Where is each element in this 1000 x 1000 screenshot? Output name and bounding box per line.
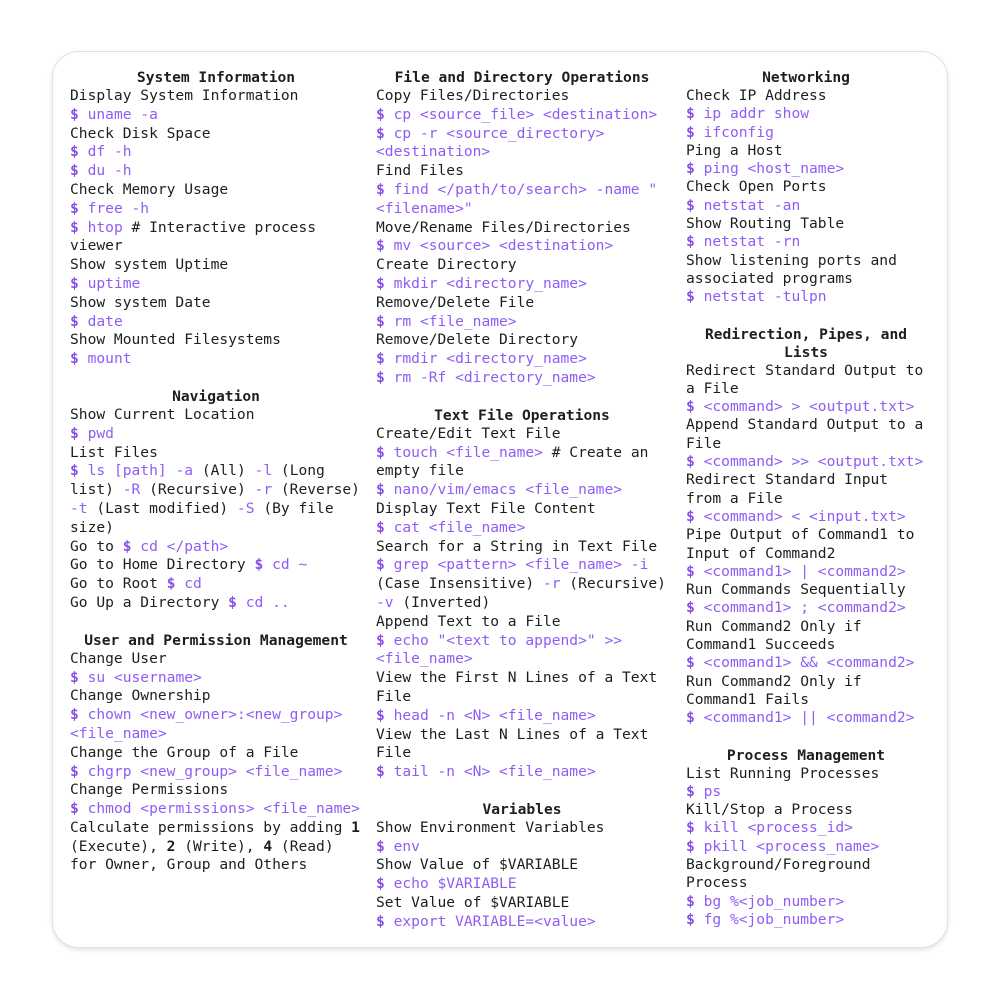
description-line [686, 801, 926, 819]
description-text: List Running Processes [686, 764, 880, 782]
prompt-symbol: $ [686, 654, 695, 672]
description-text: Run Command2 Only if Command1 Fails [686, 672, 862, 708]
command-line [686, 783, 926, 801]
section-variables [376, 801, 668, 932]
command-text: cd .. [236, 593, 290, 611]
prompt-symbol: $ [686, 398, 695, 416]
section-navigation [70, 388, 362, 613]
prompt-symbol: $ [376, 180, 385, 198]
command-text: <command> > <output.txt> [694, 398, 915, 416]
command-text: -t [70, 499, 88, 517]
command-text: mount [78, 350, 132, 368]
command-text: cp -r <source_directory> <destination> [376, 124, 605, 161]
command-text: find </path/to/search> -name "<filename>" [376, 180, 658, 217]
command-text: bg %<job_number> [694, 892, 845, 910]
prompt-symbol: $ [686, 892, 695, 910]
description-text: Show system Date [70, 293, 211, 311]
description-text: List Files [70, 443, 158, 461]
prompt-symbol: $ [686, 288, 695, 306]
command-line [70, 143, 362, 162]
description-text: Show system Uptime [70, 256, 229, 274]
command-line [686, 599, 926, 617]
command-text: mkdir <directory_name> [384, 274, 587, 292]
description-text: Redirect Standard Output to a File [686, 361, 924, 397]
description-line [376, 894, 668, 913]
description-line [686, 416, 926, 453]
command-text: kill <process_id> [694, 819, 853, 837]
command-line [376, 481, 668, 500]
command-text: <command1> ; <command2> [694, 599, 906, 617]
prompt-symbol: $ [376, 837, 385, 855]
command-line [686, 453, 926, 471]
prompt-symbol: $ [686, 709, 695, 727]
command-line [376, 763, 668, 782]
description-line [686, 142, 926, 160]
command-text: df -h [78, 143, 132, 161]
bold-number: 2 [166, 837, 176, 855]
description-text: (Recursive) [560, 575, 666, 593]
description-line [686, 87, 926, 105]
description-text: Calculate permissions by adding [70, 818, 352, 836]
description-text: Show Environment Variables [376, 818, 605, 836]
command-line [70, 219, 362, 257]
command-text: -R [122, 481, 141, 499]
prompt-symbol: $ [686, 599, 695, 617]
command-line [686, 819, 926, 837]
command-text: env [384, 837, 420, 855]
description-text: Check Open Ports [686, 178, 827, 196]
prompt-symbol: $ [70, 462, 79, 480]
command-line [686, 124, 926, 142]
command-line [376, 519, 668, 538]
description-line [686, 856, 926, 893]
description-line [376, 538, 668, 557]
command-line [376, 444, 668, 482]
description-text: Go Up a Directory [70, 593, 229, 611]
description-text: (Read) for Owner, Group and Others [70, 837, 334, 874]
description-line [686, 618, 926, 655]
section-title: Text File Operations [434, 406, 610, 424]
section-text-file-operations [376, 407, 668, 782]
command-line [70, 106, 362, 125]
description-text: Create Directory [376, 256, 517, 274]
description-text: Change User [70, 649, 167, 667]
prompt-symbol: $ [686, 233, 695, 251]
description-text: Copy Files/Directories [376, 87, 570, 104]
description-line [686, 471, 926, 508]
description-text: Move/Rename Files/Directories [376, 218, 631, 236]
command-line [376, 875, 668, 894]
command-text: <command> < <input.txt> [694, 507, 906, 525]
description-text: Redirect Standard Input from a File [686, 471, 889, 507]
command-line [376, 913, 668, 932]
column-2 [376, 69, 668, 947]
command-line [70, 275, 362, 294]
prompt-symbol: $ [254, 556, 264, 574]
command-text: du -h [78, 162, 132, 180]
command-line [376, 313, 668, 332]
prompt-symbol: $ [376, 368, 385, 386]
column-3 [686, 69, 926, 947]
description-text: Background/Foreground Process [686, 855, 871, 892]
prompt-symbol: $ [376, 706, 385, 724]
prompt-symbol: $ [686, 782, 695, 800]
description-text: Go to Home Directory [70, 556, 255, 574]
command-text: chgrp <new_group> <file_name> [78, 762, 343, 780]
description-text: (Recursive) [140, 481, 255, 499]
command-line [686, 105, 926, 123]
prompt-symbol: $ [686, 819, 695, 837]
command-text: chown <new_owner>:<new_group> <file_name> [70, 706, 343, 742]
command-text: pkill <process_name> [694, 837, 880, 855]
description-line [376, 500, 668, 519]
command-text: rmdir <directory_name> [384, 350, 587, 368]
command-line [686, 838, 926, 856]
section-system-information [70, 69, 362, 369]
command-line [376, 237, 668, 256]
command-text: <command1> | <command2> [694, 562, 906, 580]
description-line [686, 581, 926, 599]
description-line [686, 765, 926, 783]
command-text: uname -a [78, 105, 158, 123]
prompt-symbol: $ [376, 763, 385, 781]
command-line [70, 594, 362, 613]
command-text: cd ~ [263, 556, 308, 574]
description-line [70, 87, 362, 106]
description-line [70, 781, 362, 800]
description-text: View the Last N Lines of a Text File [376, 725, 649, 762]
description-text: Change Ownership [70, 687, 211, 705]
prompt-symbol: $ [376, 237, 385, 255]
prompt-symbol: $ [686, 196, 695, 214]
description-text: Check IP Address [686, 87, 827, 104]
description-text: (Execute), [70, 837, 167, 855]
command-line [70, 575, 362, 594]
description-line [376, 219, 668, 238]
description-line [70, 406, 362, 425]
command-line [376, 350, 668, 369]
command-text: -l [254, 462, 273, 480]
command-line [686, 654, 926, 672]
prompt-symbol: $ [376, 105, 385, 123]
description-line [376, 87, 668, 106]
description-line [686, 673, 926, 710]
prompt-symbol: $ [70, 424, 79, 442]
prompt-symbol: $ [376, 124, 385, 142]
section-file-and-directory-operations [376, 69, 668, 388]
prompt-symbol: $ [686, 507, 695, 525]
description-text: Find Files [376, 162, 464, 180]
description-line [70, 125, 362, 144]
description-text: Show Mounted Filesystems [70, 331, 281, 349]
description-line [686, 362, 926, 399]
description-text: Kill/Stop a Process [686, 801, 853, 819]
command-text: <command1> && <command2> [694, 654, 915, 672]
prompt-symbol: $ [70, 199, 79, 217]
command-text: free -h [78, 199, 150, 217]
prompt-symbol: $ [70, 218, 79, 236]
prompt-symbol: $ [686, 160, 695, 178]
command-text: mv <source> <destination> [384, 237, 614, 255]
description-text: Display Text File Content [376, 499, 596, 517]
command-text: grep <pattern> <file_name> -i [384, 556, 649, 574]
prompt-symbol: $ [376, 556, 385, 574]
description-line [70, 650, 362, 669]
description-line [376, 331, 668, 350]
description-line [376, 819, 668, 838]
description-text: Check Memory Usage [70, 180, 229, 198]
command-line [376, 275, 668, 294]
command-text: rm -Rf <directory_name> [384, 368, 596, 386]
description-text: Pipe Output of Command1 to Input of Command2 [686, 526, 915, 562]
prompt-symbol: $ [70, 105, 79, 123]
command-text: -v [376, 593, 394, 611]
description-line [376, 256, 668, 275]
command-line [686, 160, 926, 178]
command-text: -r [254, 481, 273, 499]
section-title: Variables [482, 800, 562, 818]
description-text: (By file size) [70, 499, 334, 536]
command-line [70, 162, 362, 181]
prompt-symbol: $ [376, 350, 385, 368]
description-line [376, 726, 668, 764]
command-text: ps [694, 782, 722, 800]
command-line [376, 556, 668, 612]
section-redirection-pipes-and-lists [686, 326, 926, 728]
description-text: # Create an empty file [376, 443, 649, 480]
prompt-symbol: $ [686, 105, 695, 123]
prompt-symbol: $ [686, 123, 695, 141]
command-text: fg %<job_number> [694, 910, 845, 928]
command-text: -r [542, 575, 561, 593]
command-line [376, 707, 668, 726]
prompt-symbol: $ [228, 593, 237, 611]
description-text: Show Value of $VARIABLE [376, 856, 579, 874]
prompt-symbol: $ [166, 575, 176, 593]
description-line [70, 687, 362, 706]
command-text: cd </path> [131, 537, 229, 555]
description-text: Search for a String in Text File [376, 537, 658, 555]
description-text: (Long list) [70, 462, 325, 499]
command-text: <command1> || <command2> [694, 709, 915, 727]
description-line [376, 613, 668, 632]
description-line [686, 215, 926, 233]
prompt-symbol: $ [122, 537, 132, 555]
bold-number: 4 [263, 837, 273, 855]
description-text: Ping a Host [686, 141, 783, 159]
bold-number: 1 [351, 818, 360, 836]
prompt-symbol: $ [376, 631, 385, 649]
command-text: export VARIABLE=<value> [384, 912, 596, 930]
command-text: htop [78, 218, 123, 236]
description-line [376, 294, 668, 313]
command-text: netstat -rn [694, 233, 801, 251]
description-text: Append Standard Output to a File [686, 416, 924, 452]
description-line [376, 162, 668, 181]
command-line [686, 197, 926, 215]
command-text: cd [175, 575, 202, 593]
description-text: # Interactive process viewer [70, 218, 317, 255]
description-text: Run Command2 Only if Command1 Succeeds [686, 617, 862, 654]
description-text: Show Current Location [70, 405, 255, 423]
description-text: (Last modified) [87, 499, 237, 517]
description-text: (Reverse) [272, 481, 360, 499]
prompt-symbol: $ [376, 912, 385, 930]
command-line [70, 763, 362, 782]
description-text: Append Text to a File [376, 612, 561, 630]
command-text: head -n <N> <file_name> [384, 706, 596, 724]
prompt-symbol: $ [70, 762, 79, 780]
description-line [70, 819, 362, 875]
prompt-symbol: $ [70, 274, 79, 292]
prompt-symbol: $ [70, 143, 79, 161]
description-line [70, 744, 362, 763]
command-text: ping <host_name> [694, 160, 845, 178]
command-line [686, 398, 926, 416]
prompt-symbol: $ [686, 453, 695, 471]
description-line [686, 526, 926, 563]
section-title: Process Management [726, 746, 886, 764]
prompt-symbol: $ [686, 562, 695, 580]
section-title: System Information [136, 69, 296, 86]
command-line [70, 462, 362, 537]
command-text: rm <file_name> [384, 312, 517, 330]
command-text: <command> >> <output.txt> [694, 453, 924, 471]
prompt-symbol: $ [686, 910, 695, 928]
description-text: (Case Insensitive) [376, 575, 543, 593]
prompt-symbol: $ [70, 706, 79, 724]
command-text: netstat -an [694, 196, 801, 214]
prompt-symbol: $ [686, 837, 695, 855]
command-text: date [78, 312, 123, 330]
command-line [686, 893, 926, 911]
command-line [376, 181, 668, 219]
command-line [70, 538, 362, 557]
prompt-symbol: $ [70, 668, 79, 686]
command-text: ip addr show [694, 105, 810, 123]
command-text: -S [236, 499, 255, 517]
prompt-symbol: $ [376, 312, 385, 330]
section-networking [686, 69, 926, 307]
prompt-symbol: $ [376, 875, 385, 893]
command-text: echo "<text to append>" >> <file_name> [376, 631, 623, 668]
description-text: Change the Group of a File [70, 743, 299, 761]
description-text: Check Disk Space [70, 124, 211, 142]
description-line [686, 252, 926, 289]
description-text: Go to [70, 537, 123, 555]
prompt-symbol: $ [376, 481, 385, 499]
description-text: Display System Information [70, 87, 299, 104]
section-title: Redirection, Pipes, and Lists [704, 325, 908, 361]
section-process-management [686, 747, 926, 930]
command-line [70, 800, 362, 819]
command-line [70, 669, 362, 688]
description-text: (Inverted) [393, 593, 491, 611]
description-line [376, 856, 668, 875]
command-text: su <username> [78, 668, 202, 686]
description-text: Remove/Delete File [376, 293, 535, 311]
description-text: Go to Root [70, 575, 167, 593]
command-line [686, 709, 926, 727]
command-line [686, 563, 926, 581]
command-line [376, 838, 668, 857]
description-text: Change Permissions [70, 781, 229, 799]
description-text: Show Routing Table [686, 215, 845, 233]
prompt-symbol: $ [376, 274, 385, 292]
command-line [376, 106, 668, 125]
prompt-symbol: $ [70, 162, 79, 180]
description-line [70, 256, 362, 275]
description-text: Create/Edit Text File [376, 424, 561, 442]
command-text: cp <source_file> <destination> [384, 105, 658, 123]
description-line [70, 181, 362, 200]
command-text: chmod <permissions> <file_name> [78, 800, 360, 818]
command-line [376, 632, 668, 670]
command-line [686, 911, 926, 929]
prompt-symbol: $ [70, 350, 79, 368]
section-title: Networking [762, 69, 850, 86]
description-text: Show listening ports and associated programs [686, 251, 897, 287]
command-text: netstat -tulpn [694, 288, 827, 306]
command-text: pwd [78, 424, 114, 442]
section-title: User and Permission Management [84, 631, 348, 649]
section-title: Navigation [172, 387, 260, 405]
description-text: (All) [193, 462, 255, 480]
section-user-and-permission-management [70, 632, 362, 876]
command-line [70, 556, 362, 575]
description-text: View the First N Lines of a Text File [376, 669, 658, 705]
description-line [686, 178, 926, 196]
command-text: cat <file_name> [384, 518, 526, 536]
description-text: Remove/Delete Directory [376, 331, 579, 349]
command-line [70, 706, 362, 744]
cheat-sheet-card [53, 52, 947, 947]
description-line [70, 444, 362, 463]
prompt-symbol: $ [376, 518, 385, 536]
prompt-symbol: $ [70, 312, 79, 330]
description-text: Run Commands Sequentially [686, 581, 906, 599]
prompt-symbol: $ [70, 800, 79, 818]
command-text: ifconfig [694, 123, 774, 141]
command-line [70, 313, 362, 332]
description-line [70, 294, 362, 313]
command-line [686, 288, 926, 306]
command-text: nano/vim/emacs <file_name> [384, 481, 623, 499]
command-line [686, 233, 926, 251]
command-line [376, 369, 668, 388]
command-line [70, 200, 362, 219]
command-line [70, 350, 362, 369]
command-text: tail -n <N> <file_name> [384, 763, 596, 781]
prompt-symbol: $ [376, 443, 385, 461]
description-line [376, 669, 668, 707]
description-text: (Write), [175, 837, 264, 855]
command-text: uptime [78, 274, 141, 292]
command-text: echo $VARIABLE [384, 875, 517, 893]
section-title: File and Directory Operations [394, 69, 650, 86]
command-line [376, 125, 668, 163]
description-line [70, 331, 362, 350]
column-1 [70, 69, 362, 894]
command-line [686, 508, 926, 526]
command-line [70, 425, 362, 444]
description-text: Set Value of $VARIABLE [376, 894, 570, 912]
command-text: ls [path] -a [78, 462, 194, 480]
description-line [376, 425, 668, 444]
command-text: touch <file_name> [384, 443, 543, 461]
